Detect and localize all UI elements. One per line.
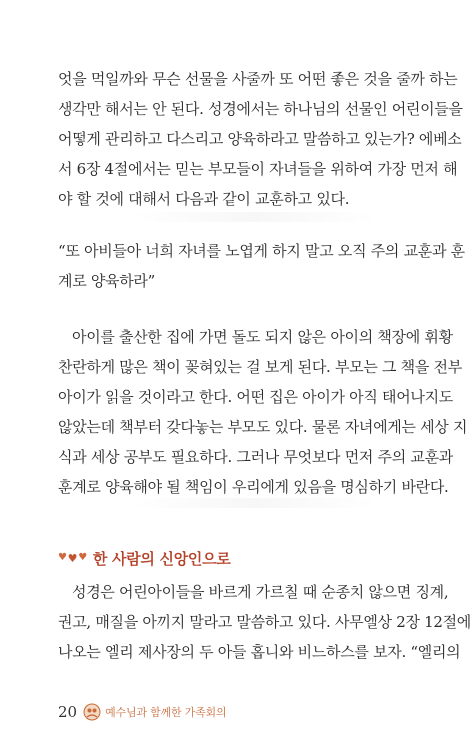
page-footer (58, 700, 226, 724)
text-line: 나오는 엘리 제사장의 두 아들 홉니와 비느하스를 보자. “엘리의 (58, 643, 461, 661)
text-line: 야 할 것에 대해서 다음과 같이 교훈하고 있다. (58, 190, 350, 208)
body-paragraph-3 (58, 577, 471, 667)
text-line: 엇을 먹일까와 무슨 선물을 사줄까 또 어떤 좋은 것을 줄까 하는 (58, 70, 458, 88)
text-line: 아이를 출산한 집에 가면 돌도 되지 않은 아이의 책장에 휘황 (72, 328, 453, 346)
text-line: 훈계로 양육해야 될 책임이 우리에게 있음을 명심하기 바란다. (58, 478, 449, 496)
text-line: 않았는데 책부터 갖다놓는 부모도 있다. 물론 자녀에게는 세상 지 (58, 418, 468, 436)
body-paragraph-1 (58, 64, 463, 214)
heart-icon: ♥ (67, 551, 78, 565)
text-line: 성경은 어린아이들을 바르게 가르칠 때 순종치 않으면 징계, (72, 583, 449, 601)
heart-icon: ♥ (78, 551, 87, 563)
page-number: 20 (58, 703, 78, 721)
book-title: 예수님과 함께한 가족회의 (105, 706, 227, 719)
hearts-ornament (58, 553, 87, 564)
body-paragraph-2 (58, 322, 468, 502)
text-line: 서 6장 4절에서는 믿는 부모들이 자녀들을 위하여 가장 먼저 해 (58, 160, 458, 178)
text-line: 권고, 매질을 아끼지 말라고 말씀하고 있다. 사무엘상 2장 12절에 (58, 613, 471, 631)
text-line: 식과 세상 공부도 필요하다. 그러나 무엇보다 먼저 주의 교훈과 (58, 448, 453, 466)
text-line: 아이가 읽을 것이라고 한다. 어떤 집은 아이가 아직 태어나지도 (58, 388, 453, 406)
quote-line: “또 아비들아 너희 자녀를 노엽게 하지 말고 오직 주의 교훈과 훈 (58, 242, 465, 260)
text-line: 생각만 해서는 안 된다. 성경에서는 하나님의 선물인 어린이들을 (58, 100, 463, 118)
text-line: 찬란하게 많은 책이 꽂혀있는 걸 보게 된다. 부모는 그 책을 전부 (58, 358, 462, 376)
section-heading-text: 한 사람의 신앙인으로 (92, 549, 231, 568)
family-logo-icon (83, 703, 101, 721)
quote-line: 계로 양육하라” (58, 272, 155, 290)
heart-icon: ♥ (58, 551, 67, 563)
section-heading (58, 546, 230, 570)
scripture-quote (58, 236, 465, 296)
text-line: 어떻게 관리하고 다스리고 양육하라고 말씀하고 있는가? 에베소 (58, 130, 462, 148)
